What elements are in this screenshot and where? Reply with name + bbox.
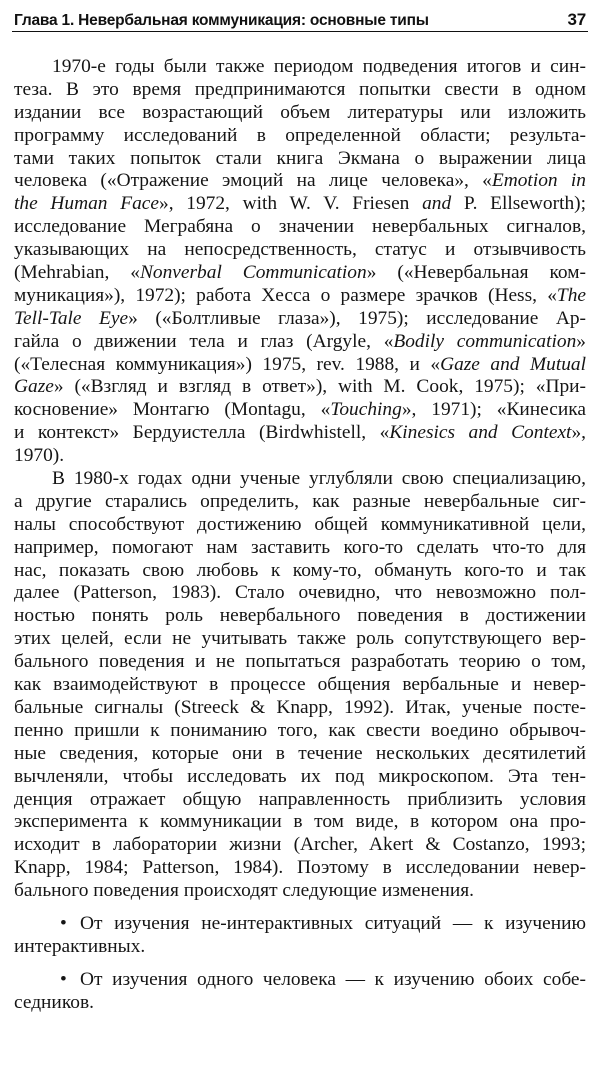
bullet-text: От изучения одного человека — к изучению обоих собе- [80,968,586,990]
text-line: налы способствуют достижению общей коммуникативной цели, [14,513,586,535]
text-line: бальные сигналы (Streeck & Knapp, 1992). Итак, ученые посте- [14,696,586,718]
text-line: ные сведения, которые они в течение нескольких десятилетий [14,742,586,764]
paragraph-2 [14,468,586,903]
text-line: тами таких попыток стали книга Экмана о выражении лица [14,147,586,169]
text-line: этих целей, если не учитывать также роль сопутствующего вер- [14,628,586,650]
bullet-icon: • [60,912,67,934]
text-line: человека («Отражение эмоций на лице человека», «Emotion in [14,170,586,192]
text-line: В 1980-х годах одни ученые углубляли свою специализацию, [52,468,586,490]
paragraph-1 [14,56,586,468]
text-line: вычленяли, чтобы исследовать их под микроскопом. Эта тен- [14,765,586,787]
text-line: далее (Patterson, 1983). Стало очевидно, что невозможно пол- [14,582,586,604]
bullet-item-2 [14,969,586,1015]
text-line: издании все возрастающий объем литературы или изложить [14,101,586,123]
text-line: и контекст» Бердуистелла (Birdwhistell, «Kinesics and Context», [14,422,586,444]
text-line: 1970-е годы были также периодом подведения итогов и син- [52,56,586,77]
text-line: как взаимодействуют в процессе общения вербальные и невер- [14,674,586,696]
text-line: денция отражает общую направленность приблизить условия [14,788,586,810]
text-line: теза. В это время предпринимаются попытки свести в одном [14,78,586,100]
bullet-item-1 [14,913,586,959]
text-line: бального поведения и не попытаться разработать теорию о том, [14,651,586,673]
text-line: ностью понять роль невербального поведения в достижении [14,605,586,627]
text-line: нас, показать свою любовь к кому-то, обмануть кого-то и так [14,559,586,581]
text-line: косновение» Монтагю (Montagu, «Touching», 1971); «Кинесика [14,399,586,421]
bullet-icon: • [60,968,67,990]
text-line: Knapp, 1984; Patterson, 1984). Поэтому в исследовании невер- [14,857,586,879]
header-rule [12,31,588,32]
chapter-title: Глава 1. Невербальная коммуникация: основные типы [14,12,429,29]
text-line: программу исследований в определенной области; результа- [14,124,586,146]
text-line: седников. [14,991,94,1013]
text-line: the Human Face», 1972, with W. V. Friesen and P. Ellseworth); [14,193,586,215]
text-line: интерактивных. [14,935,146,957]
text-line: исследование Меграбяна о значении невербальных сигналов, [14,216,586,238]
text-line: указывающих на непосредственность, статус и отзывчивость [14,239,586,261]
text-line: («Телесная коммуникация») 1975, rev. 1988, и «Gaze and Mutual [14,353,586,375]
running-head [14,4,586,30]
text-line: а другие старались определить, как разные невербальные сиг- [14,490,586,512]
text-line: Gaze» («Взгляд и взгляд в ответ»), with M. Cook, 1975); «При- [14,376,586,398]
text-line: муникация»), 1972); работа Хесса о размере зрачков (Hess, «The [14,284,586,306]
bullet-line [14,913,586,936]
text-line: например, помогают нам заставить кого-то сделать что-то для [14,536,586,558]
text-line: Tell-Tale Eye» («Болтливые глаза»), 1975); исследование Ар- [14,307,586,329]
bullet-text: От изучения не-интерактивных ситуаций — к изучению [80,912,586,934]
page-number: 37 [567,10,586,29]
text-line: 1970). [14,445,65,467]
text-line: бального поведения происходят следующие изменения. [14,880,474,902]
text-line: эксперимента к коммуникации в том виде, в котором она про- [14,811,586,833]
text-line: (Mehrabian, «Nonverbal Communication» («Невербальная ком- [14,262,586,284]
body-text [14,56,586,1015]
text-line: пенно пришли к пониманию того, как свести воедино обрывоч- [14,719,586,741]
text-line: исходит в лаборатории жизни (Archer, Akert & Costanzo, 1993; [14,834,586,856]
bullet-line [14,969,586,992]
text-line: гайла о движении тела и глаз (Argyle, «Bodily communication» [14,330,586,352]
